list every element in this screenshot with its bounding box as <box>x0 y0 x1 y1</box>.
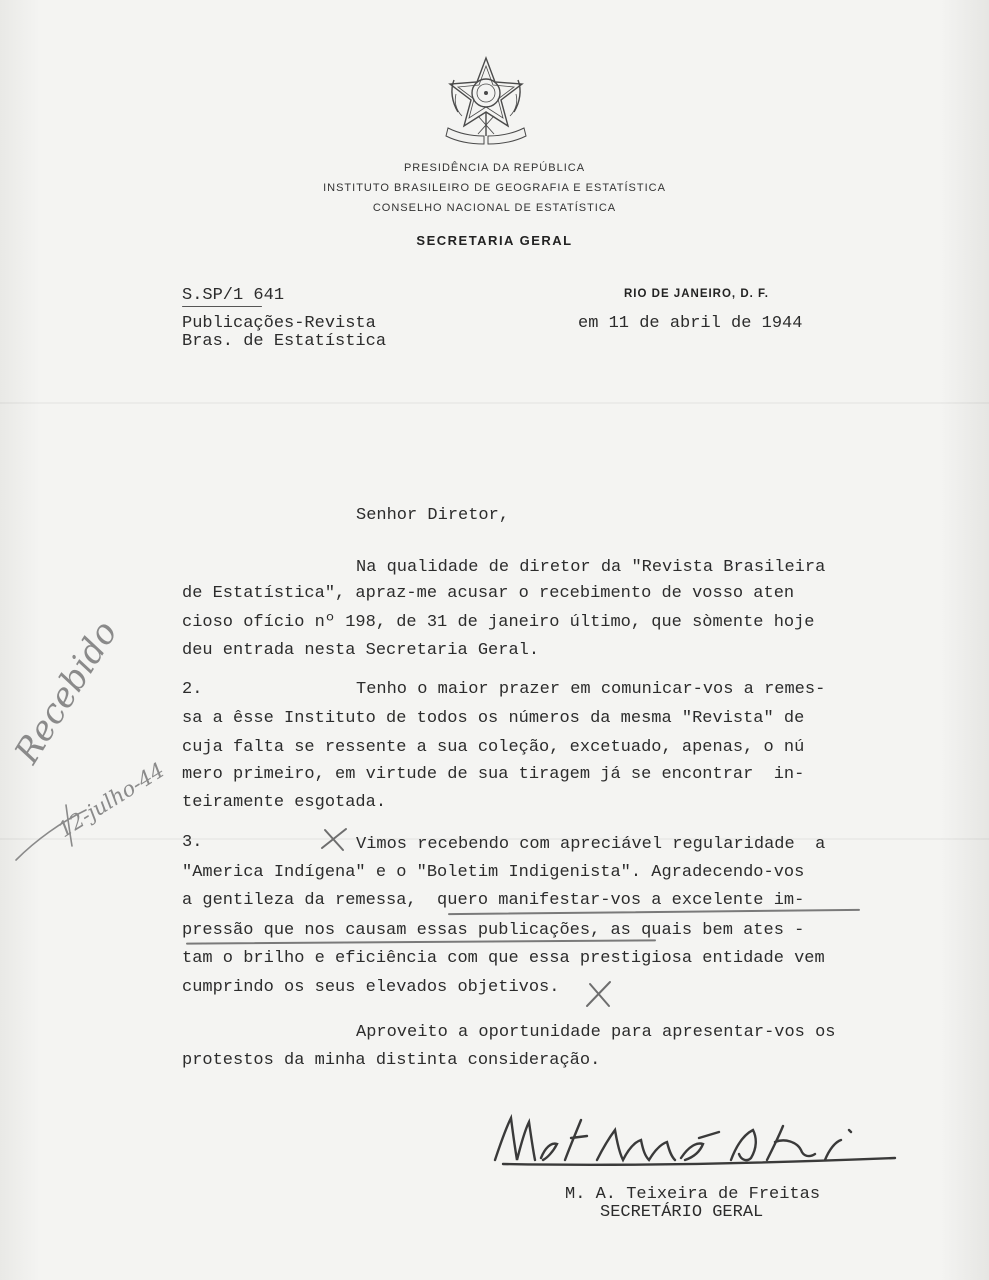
paragraph-2-line: mero primeiro, em virtude de sua tiragem já se encontrar in- <box>182 765 805 784</box>
handwritten-date-note: 12-julho-44 <box>53 757 169 843</box>
paragraph-3-line: Vimos recebendo com apreciável regularidade a <box>356 835 826 854</box>
letter-date: em 11 de abril de 1944 <box>578 314 803 333</box>
signatory-title: SECRETÁRIO GERAL <box>600 1203 764 1222</box>
paragraph-1-line: cioso ofício nº 198, de 31 de janeiro último, que sòmente hoje <box>182 613 815 632</box>
closing-line: protestos da minha distinta consideração. <box>182 1051 601 1070</box>
paragraph-3-line: pressão que nos causam essas publicações, as quais bem ates - <box>182 921 805 940</box>
letterhead-institute: INSTITUTO BRASILEIRO DE GEOGRAFIA E ESTATÍSTICA <box>323 182 666 194</box>
paragraph-2-line: teiramente esgotada. <box>182 793 387 812</box>
paragraph-3-line: a gentileza da remessa, quero manifestar-vos a excelente im- <box>182 891 805 910</box>
letterhead-presidency: PRESIDÊNCIA DA REPÚBLICA <box>403 162 586 174</box>
coat-of-arms-icon <box>444 54 528 154</box>
pencil-x-mark-icon <box>318 826 350 852</box>
handwritten-flourish-icon <box>6 760 116 870</box>
paragraph-2-line: sa a êsse Instituto de todos os números da mesma "Revista" de <box>182 709 805 728</box>
paragraph-2-line: cuja falta se ressente a sua coleção, excetuado, apenas, o nú <box>182 738 805 757</box>
handwritten-received-note: Recebido <box>7 613 126 771</box>
paragraph-3-line: cumprindo os seus elevados objetivos. <box>182 978 560 997</box>
place-label: RIO DE JANEIRO, D. F. <box>624 288 769 300</box>
letterhead-council: CONSELHO NACIONAL DE ESTATÍSTICA <box>372 202 617 214</box>
paragraph-1-line: Na qualidade de diretor da "Revista Brasileira <box>356 558 826 577</box>
paragraph-2-line: Tenho o maior prazer em comunicar-vos a remes- <box>356 680 826 699</box>
closing-line: Aproveito a oportunidade para apresentar-vos os <box>356 1023 836 1042</box>
reference-subject-line1: Publicações-Revista <box>182 314 376 333</box>
paragraph-3-number: 3. <box>182 833 203 852</box>
paragraph-3-line: tam o brilho e eficiência com que essa prestigiosa entidade vem <box>182 949 825 968</box>
paragraph-3-line: "America Indígena" e o "Boletim Indigenista". Agradecendo-vos <box>182 863 805 882</box>
letterhead-title: SECRETARIA GERAL <box>416 233 573 248</box>
reference-code: S.SP/1 641 <box>182 286 285 305</box>
pencil-x-mark-icon <box>582 978 616 1010</box>
paragraph-2-number: 2. <box>182 680 203 699</box>
signatory-name: M. A. Teixeira de Freitas <box>565 1185 821 1204</box>
reference-underline <box>182 306 262 307</box>
paper-fold <box>0 402 989 404</box>
paragraph-1-line: deu entrada nesta Secretaria Geral. <box>182 641 540 660</box>
paragraph-1-line: de Estatística", apraz-me acusar o recebimento de vosso aten <box>182 584 795 603</box>
reference-subject-line2: Bras. de Estatística <box>182 332 387 351</box>
salutation: Senhor Diretor, <box>356 506 510 525</box>
handwritten-signature-icon <box>485 1108 905 1168</box>
